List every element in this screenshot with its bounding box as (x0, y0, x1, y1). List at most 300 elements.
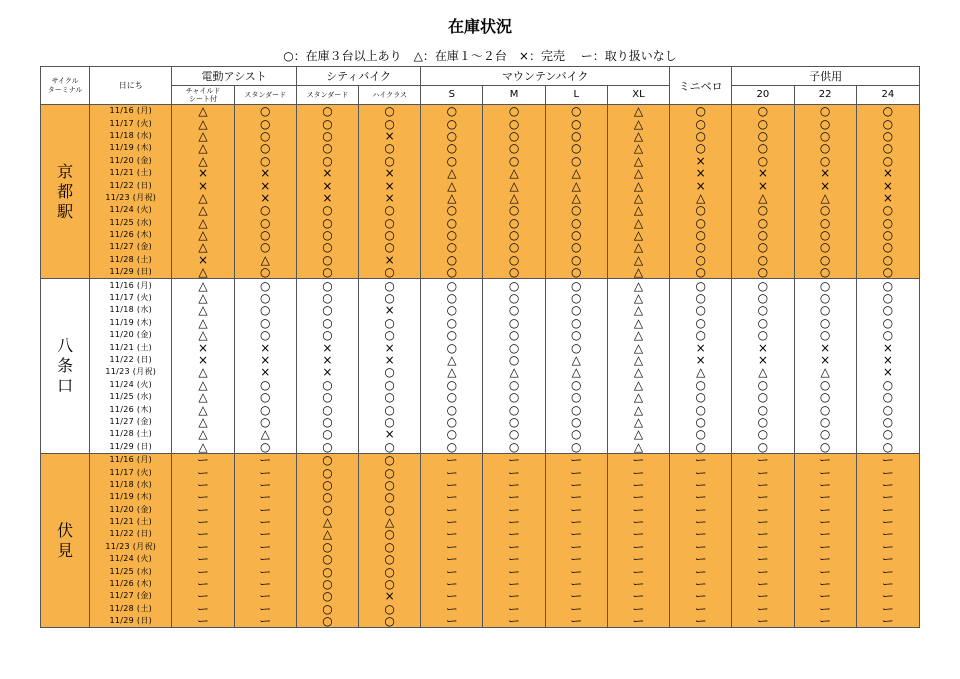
stock-status-cell: ○ (545, 416, 607, 428)
stock-status-cell: ○ (670, 317, 732, 329)
stock-status-cell: ○ (794, 428, 856, 440)
stock-status-cell: ー (545, 528, 607, 540)
stock-status-cell: ー (545, 541, 607, 553)
terminal-header-label: サイクル ターミナル (47, 76, 83, 94)
table-row (41, 615, 920, 628)
stock-status-cell: ー (794, 541, 856, 553)
stock-status-cell: ○ (670, 142, 732, 154)
stock-status-cell: ○ (732, 403, 794, 415)
stock-status-cell: ○ (732, 266, 794, 279)
table-row (41, 391, 920, 403)
stock-status-cell: ○ (359, 241, 421, 253)
stock-status-cell: ○ (732, 142, 794, 154)
stock-status-cell: ー (670, 541, 732, 553)
stock-status-cell: ー (794, 479, 856, 491)
stock-status-cell: × (856, 179, 919, 191)
stock-status-cell: △ (172, 117, 234, 129)
stock-status-cell: ー (234, 541, 296, 553)
stock-status-cell: △ (172, 192, 234, 204)
stock-status-cell: ー (483, 603, 545, 615)
stock-status-cell: × (234, 341, 296, 353)
stock-status-cell: △ (172, 155, 234, 167)
stock-status-cell: ー (732, 603, 794, 615)
stock-status-cell: × (296, 354, 358, 366)
stock-status-cell: ○ (296, 403, 358, 415)
stock-status-cell: ー (545, 578, 607, 590)
date-cell: 11/19 (木) (90, 491, 172, 503)
stock-status-cell: ○ (234, 379, 296, 391)
stock-status-cell: ー (483, 565, 545, 577)
stock-status-cell: ○ (483, 341, 545, 353)
stock-status-cell: × (732, 341, 794, 353)
stock-status-cell: ○ (234, 229, 296, 241)
table-row (41, 204, 920, 216)
stock-status-cell: ー (670, 615, 732, 628)
date-cell: 11/18 (水) (90, 479, 172, 491)
stock-status-cell: ○ (359, 391, 421, 403)
stock-status-cell: ー (234, 453, 296, 466)
stock-status-cell: ー (545, 466, 607, 478)
stock-status-cell: ○ (421, 266, 483, 279)
stock-status-cell: ー (483, 453, 545, 466)
stock-status-cell: ○ (296, 453, 358, 466)
stock-status-cell: ○ (856, 130, 919, 142)
stock-status-cell: ー (545, 590, 607, 602)
stock-status-cell: ー (483, 578, 545, 590)
table-row (41, 229, 920, 241)
stock-status-cell: △ (421, 354, 483, 366)
date-cell: 11/21 (土) (90, 341, 172, 353)
table-row (41, 553, 920, 565)
stock-status-cell: ○ (732, 416, 794, 428)
stock-status-cell: ○ (856, 142, 919, 154)
date-cell: 11/28 (土) (90, 603, 172, 615)
stock-status-cell: △ (172, 279, 234, 292)
stock-status-cell: ○ (732, 155, 794, 167)
stock-status-cell: △ (607, 217, 669, 229)
table-row (41, 403, 920, 415)
stock-status-cell: ○ (421, 105, 483, 118)
stock-status-cell: △ (172, 366, 234, 378)
col-kids-22: 22 (794, 86, 856, 105)
stock-status-cell: △ (172, 403, 234, 415)
stock-status-cell: △ (607, 317, 669, 329)
stock-status-cell: ー (172, 578, 234, 590)
stock-status-cell: △ (607, 179, 669, 191)
stock-status-cell: △ (607, 416, 669, 428)
stock-status-cell: ○ (234, 241, 296, 253)
stock-status-cell: × (172, 254, 234, 266)
stock-status-cell: ○ (670, 266, 732, 279)
stock-status-cell: ○ (856, 292, 919, 304)
stock-status-cell: ○ (296, 329, 358, 341)
table-row (41, 491, 920, 503)
stock-status-cell: ー (234, 479, 296, 491)
table-row (41, 528, 920, 540)
stock-status-cell: × (670, 167, 732, 179)
stock-status-cell: △ (172, 229, 234, 241)
stock-status-cell: ー (483, 491, 545, 503)
stock-status-cell: ○ (421, 304, 483, 316)
stock-status-cell: ○ (359, 204, 421, 216)
stock-status-cell: △ (172, 317, 234, 329)
stock-status-cell: ○ (670, 254, 732, 266)
stock-status-cell: ○ (794, 241, 856, 253)
stock-status-cell: ○ (421, 217, 483, 229)
stock-status-cell: ー (483, 615, 545, 628)
stock-status-cell: ー (607, 565, 669, 577)
stock-status-cell: ○ (234, 279, 296, 292)
stock-status-cell: △ (607, 167, 669, 179)
stock-status-cell: △ (172, 241, 234, 253)
stock-status-cell: ○ (359, 117, 421, 129)
stock-status-cell: ○ (732, 441, 794, 454)
stock-status-cell: ○ (670, 204, 732, 216)
terminal-name: 伏 見 (41, 453, 90, 627)
stock-status-cell: △ (421, 179, 483, 191)
stock-status-cell: ー (172, 541, 234, 553)
stock-status-cell: ー (545, 453, 607, 466)
stock-status-cell: ○ (483, 304, 545, 316)
stock-status-cell: ○ (296, 428, 358, 440)
stock-status-cell: △ (296, 528, 358, 540)
stock-status-cell: ○ (732, 428, 794, 440)
stock-status-cell: ー (172, 553, 234, 565)
stock-status-cell: △ (607, 403, 669, 415)
stock-status-cell: △ (607, 155, 669, 167)
stock-status-cell: ○ (545, 142, 607, 154)
stock-status-cell: △ (483, 366, 545, 378)
stock-status-cell: ー (234, 504, 296, 516)
stock-status-cell: ○ (732, 130, 794, 142)
date-cell: 11/22 (日) (90, 528, 172, 540)
date-cell: 11/26 (木) (90, 578, 172, 590)
stock-status-cell: ○ (483, 130, 545, 142)
stock-status-cell: × (856, 354, 919, 366)
stock-status-cell: ー (421, 553, 483, 565)
date-cell: 11/19 (木) (90, 317, 172, 329)
stock-status-cell: ー (856, 565, 919, 577)
stock-status-cell: △ (607, 428, 669, 440)
stock-status-cell: △ (607, 304, 669, 316)
stock-status-cell: △ (607, 117, 669, 129)
stock-status-cell: ー (732, 578, 794, 590)
stock-status-cell: △ (607, 192, 669, 204)
stock-status-cell: ○ (483, 279, 545, 292)
stock-status-cell: × (670, 179, 732, 191)
stock-status-cell: ー (172, 565, 234, 577)
table-row (41, 341, 920, 353)
stock-status-cell: △ (421, 366, 483, 378)
col-child-seat: チャイルド シート付 (172, 86, 234, 105)
stock-status-cell: ○ (732, 292, 794, 304)
stock-status-cell: ー (421, 453, 483, 466)
stock-status-cell: × (234, 366, 296, 378)
stock-status-cell: ○ (670, 130, 732, 142)
date-cell: 11/29 (日) (90, 441, 172, 454)
stock-status-cell: ー (732, 553, 794, 565)
stock-status-cell: △ (234, 254, 296, 266)
stock-status-cell: ー (607, 528, 669, 540)
stock-status-cell: △ (607, 329, 669, 341)
stock-status-cell: ○ (421, 416, 483, 428)
stock-status-cell: ○ (856, 416, 919, 428)
stock-status-cell: △ (172, 204, 234, 216)
date-cell: 11/27 (金) (90, 590, 172, 602)
stock-status-cell: ○ (856, 241, 919, 253)
stock-status-cell: ○ (359, 553, 421, 565)
stock-status-cell: ○ (234, 292, 296, 304)
stock-status-cell: ー (545, 516, 607, 528)
stock-status-cell: ○ (545, 204, 607, 216)
stock-status-cell: ○ (296, 441, 358, 454)
stock-status-cell: ○ (359, 565, 421, 577)
date-cell: 11/24 (火) (90, 204, 172, 216)
stock-status-cell: ー (794, 516, 856, 528)
table-row (41, 254, 920, 266)
stock-status-cell: ー (856, 466, 919, 478)
stock-status-cell: ー (670, 466, 732, 478)
stock-status-cell: ○ (794, 229, 856, 241)
stock-status-cell: ー (483, 541, 545, 553)
stock-status-cell: ○ (234, 117, 296, 129)
stock-status-cell: ○ (421, 391, 483, 403)
table-row (41, 142, 920, 154)
stock-status-cell: ○ (296, 304, 358, 316)
stock-status-cell: ○ (234, 441, 296, 454)
stock-status-cell: × (856, 366, 919, 378)
stock-status-cell: △ (794, 366, 856, 378)
stock-status-cell: ー (234, 615, 296, 628)
stock-status-cell: ○ (296, 491, 358, 503)
stock-status-cell: ー (856, 528, 919, 540)
stock-status-cell: ○ (732, 279, 794, 292)
stock-status-cell: ○ (545, 254, 607, 266)
date-cell: 11/21 (土) (90, 167, 172, 179)
stock-status-cell: ー (483, 553, 545, 565)
stock-status-cell: △ (483, 192, 545, 204)
stock-status-cell: ー (172, 590, 234, 602)
stock-status-cell: ○ (296, 105, 358, 118)
stock-status-cell: ○ (359, 379, 421, 391)
stock-status-cell: ○ (483, 117, 545, 129)
stock-status-cell: △ (172, 105, 234, 118)
stock-status-cell: ○ (296, 541, 358, 553)
date-cell: 11/27 (金) (90, 416, 172, 428)
stock-status-cell: ○ (794, 204, 856, 216)
stock-status-cell: ○ (545, 441, 607, 454)
stock-status-cell: ○ (359, 279, 421, 292)
stock-status-cell: ー (856, 590, 919, 602)
stock-status-cell: ○ (359, 317, 421, 329)
stock-status-cell: △ (545, 192, 607, 204)
stock-status-cell: △ (794, 192, 856, 204)
stock-status-cell: ○ (421, 204, 483, 216)
stock-status-cell: ○ (421, 341, 483, 353)
stock-status-cell: △ (607, 341, 669, 353)
stock-status-cell: × (670, 155, 732, 167)
stock-status-cell: ○ (856, 266, 919, 279)
stock-status-cell: △ (172, 441, 234, 454)
stock-status-cell: × (296, 366, 358, 378)
stock-status-cell: ○ (670, 217, 732, 229)
date-cell: 11/25 (水) (90, 565, 172, 577)
stock-status-cell: ー (856, 541, 919, 553)
stock-status-cell: ー (421, 479, 483, 491)
stock-status-cell: ○ (545, 341, 607, 353)
stock-status-cell: ○ (856, 279, 919, 292)
stock-status-cell: ○ (545, 329, 607, 341)
stock-status-cell: ○ (856, 217, 919, 229)
stock-status-cell: ー (670, 565, 732, 577)
stock-status-cell: ー (421, 590, 483, 602)
stock-status-cell: ○ (296, 391, 358, 403)
stock-status-cell: ー (234, 590, 296, 602)
stock-status-cell: △ (607, 354, 669, 366)
table-row (41, 279, 920, 292)
stock-status-cell: △ (421, 192, 483, 204)
stock-table-body (41, 105, 920, 628)
stock-status-cell: ○ (359, 453, 421, 466)
stock-status-cell: ○ (421, 292, 483, 304)
stock-status-cell: ○ (359, 403, 421, 415)
stock-status-cell: ○ (421, 117, 483, 129)
stock-status-cell: ○ (794, 130, 856, 142)
stock-status-cell: ○ (359, 142, 421, 154)
stock-status-cell: ○ (794, 391, 856, 403)
stock-status-cell: ー (732, 491, 794, 503)
stock-status-cell: ○ (296, 466, 358, 478)
stock-status-cell: △ (172, 428, 234, 440)
table-row (41, 428, 920, 440)
stock-status-cell: ○ (234, 329, 296, 341)
stock-status-cell: ○ (296, 379, 358, 391)
stock-status-cell: ー (172, 504, 234, 516)
stock-status-cell: ○ (483, 105, 545, 118)
stock-status-cell: ー (234, 528, 296, 540)
stock-status-cell: ○ (545, 266, 607, 279)
stock-status-cell: ○ (670, 241, 732, 253)
stock-status-cell: ○ (234, 130, 296, 142)
stock-status-cell: ー (732, 504, 794, 516)
table-row (41, 379, 920, 391)
stock-status-cell: ○ (483, 292, 545, 304)
stock-status-cell: ー (234, 516, 296, 528)
table-row (41, 578, 920, 590)
stock-status-cell: ○ (856, 329, 919, 341)
date-cell: 11/26 (木) (90, 229, 172, 241)
stock-status-cell: × (856, 167, 919, 179)
date-cell: 11/22 (日) (90, 354, 172, 366)
stock-status-cell: △ (172, 329, 234, 341)
stock-status-cell: ○ (732, 329, 794, 341)
stock-status-cell: ○ (421, 130, 483, 142)
stock-status-cell: ー (607, 590, 669, 602)
stock-status-cell: ー (421, 603, 483, 615)
date-cell: 11/28 (土) (90, 428, 172, 440)
stock-status-cell: × (172, 167, 234, 179)
stock-status-cell: ○ (856, 155, 919, 167)
stock-status-cell: △ (172, 416, 234, 428)
stock-status-cell: ー (856, 504, 919, 516)
stock-status-cell: △ (545, 167, 607, 179)
stock-status-cell: ○ (234, 217, 296, 229)
date-cell: 11/25 (水) (90, 217, 172, 229)
table-row (41, 541, 920, 553)
stock-status-cell: ○ (296, 504, 358, 516)
stock-status-cell: ー (794, 504, 856, 516)
stock-status-cell: ー (794, 453, 856, 466)
stock-status-cell: ○ (732, 379, 794, 391)
stock-status-cell: △ (172, 391, 234, 403)
stock-status-cell: ○ (234, 391, 296, 403)
stock-status-cell: ー (856, 479, 919, 491)
stock-status-cell: ー (607, 516, 669, 528)
date-cell: 11/23 (月祝) (90, 366, 172, 378)
date-cell: 11/27 (金) (90, 241, 172, 253)
stock-status-cell: ○ (234, 416, 296, 428)
table-row (41, 179, 920, 191)
table-row (41, 292, 920, 304)
stock-status-cell: ○ (359, 615, 421, 628)
stock-status-cell: ー (234, 491, 296, 503)
stock-status-cell: △ (172, 304, 234, 316)
col-mtb-m: M (483, 86, 545, 105)
stock-status-cell: △ (545, 366, 607, 378)
page-title: 在庫状況 (447, 17, 512, 36)
stock-status-cell: × (670, 354, 732, 366)
stock-status-cell: ○ (670, 229, 732, 241)
stock-status-cell: ー (794, 466, 856, 478)
stock-status-cell: ○ (732, 317, 794, 329)
stock-status-cell: ー (607, 615, 669, 628)
terminal-name: 八 条 口 (41, 279, 90, 453)
stock-status-cell: ○ (296, 229, 358, 241)
stock-status-cell: × (794, 354, 856, 366)
stock-status-cell: ー (670, 553, 732, 565)
stock-status-cell: △ (607, 204, 669, 216)
date-header: 日にち (90, 67, 172, 105)
group-city-bike: シティバイク (296, 67, 420, 86)
stock-status-cell: ○ (421, 279, 483, 292)
table-row (41, 167, 920, 179)
stock-table (40, 66, 920, 628)
stock-status-cell: ○ (359, 441, 421, 454)
date-cell: 11/20 (金) (90, 329, 172, 341)
stock-status-cell: ○ (794, 379, 856, 391)
stock-status-cell: ○ (732, 241, 794, 253)
stock-status-cell: ー (421, 565, 483, 577)
stock-status-cell: ○ (545, 292, 607, 304)
stock-status-cell: ー (172, 528, 234, 540)
stock-status-cell: × (172, 179, 234, 191)
stock-status-cell: ○ (483, 142, 545, 154)
stock-status-cell: ○ (545, 428, 607, 440)
stock-status-cell: ○ (545, 241, 607, 253)
date-cell: 11/23 (月祝) (90, 541, 172, 553)
stock-status-cell: △ (670, 192, 732, 204)
stock-status-cell: ○ (359, 491, 421, 503)
stock-status-cell: ○ (234, 142, 296, 154)
stock-status-cell: ○ (856, 391, 919, 403)
stock-status-cell: ○ (421, 403, 483, 415)
stock-status-cell: × (296, 179, 358, 191)
stock-status-cell: ○ (483, 217, 545, 229)
stock-status-cell: ○ (296, 416, 358, 428)
stock-status-cell: × (359, 179, 421, 191)
date-cell: 11/19 (木) (90, 142, 172, 154)
stock-status-cell: ○ (545, 229, 607, 241)
